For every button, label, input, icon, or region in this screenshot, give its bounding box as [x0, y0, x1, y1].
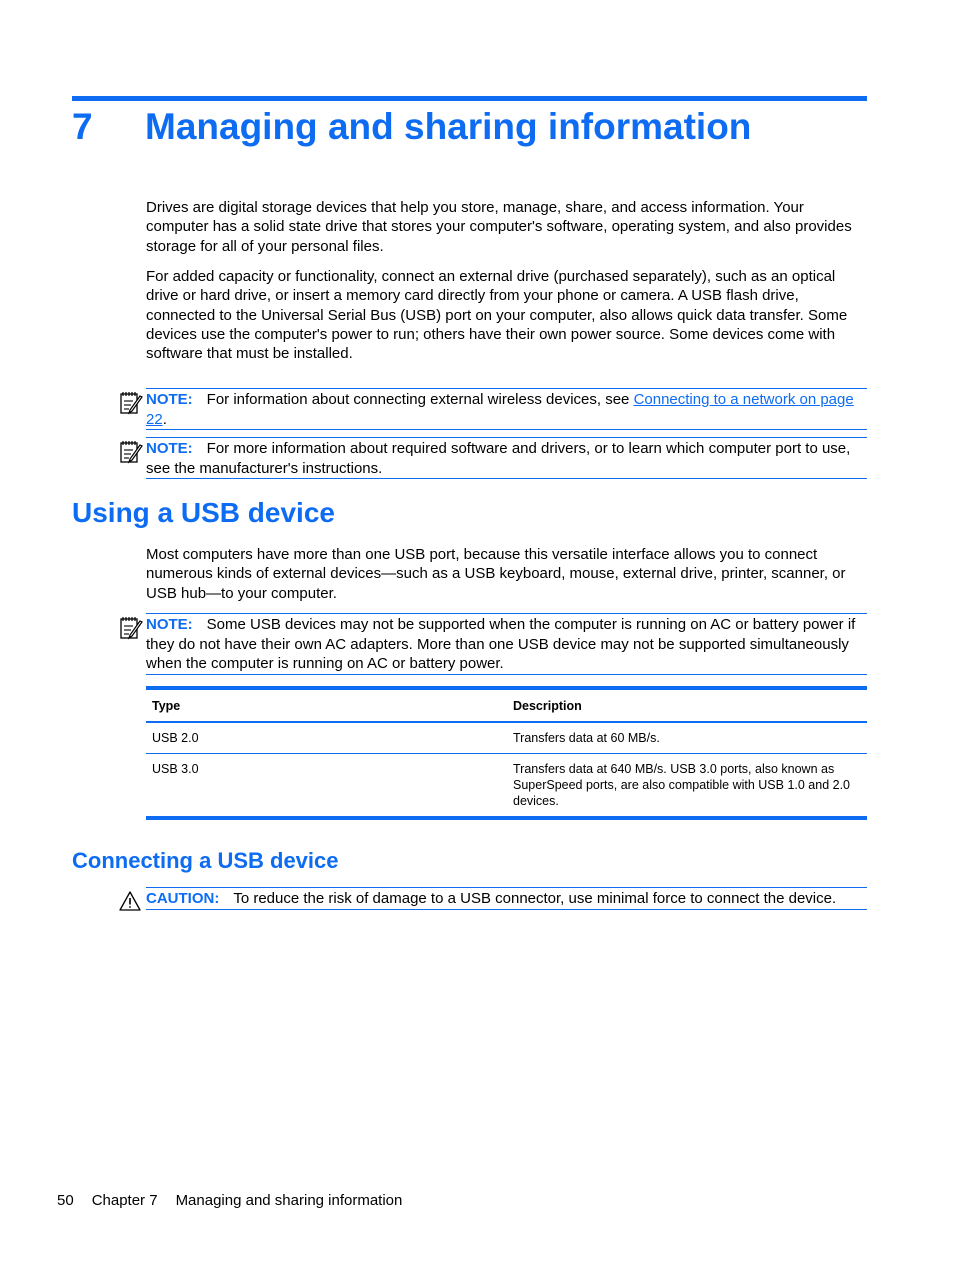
note-usb-power	[146, 613, 867, 675]
table-header-row	[146, 688, 867, 722]
chapter-number: 7	[72, 106, 93, 147]
caution-text: To reduce the risk of damage to a USB connector, use minimal force to connect the device.	[233, 890, 837, 907]
usb-table	[146, 686, 867, 820]
caution-icon	[119, 891, 141, 911]
section-heading-connecting: Connecting a USB device	[72, 848, 339, 873]
note-icon	[119, 391, 143, 415]
note-drivers	[146, 437, 867, 479]
note-label: NOTE:	[146, 391, 193, 408]
table-row	[146, 722, 867, 754]
note-label: NOTE:	[146, 616, 193, 633]
column-header-type: Type	[146, 688, 507, 722]
section-heading-usb: Using a USB device	[72, 497, 335, 528]
intro-paragraph-1: Drives are digital storage devices that help you store, manage, share, and access information. Your computer has a solid state drive that stores your computer's software, operating system, and also provides storage for all of your personal files.	[146, 199, 852, 255]
note-wireless	[146, 388, 867, 430]
footer-chapter-label: Chapter 7	[91, 1192, 158, 1209]
table-cell-description: Transfers data at 640 MB/s. USB 3.0 ports, also known as SuperSpeed ports, are also compatible with USB 1.0 and 2.0 devices.	[513, 762, 851, 808]
note-icon	[119, 616, 143, 640]
caution-usb-connector	[146, 887, 867, 910]
intro-paragraph-2: For added capacity or functionality, connect an external drive (purchased separately), such as an optical drive or hard drive, or insert a memory card directly from your phone or camera. A USB flash drive, connected to the Universal Serial Bus (USB) port on your computer, also allows quick data transfer. Some devices use the computer's power to run; others have their own power source. Some devices come with software that must be installed.	[146, 268, 848, 363]
note-icon	[119, 440, 143, 464]
chapter-rule	[72, 96, 867, 101]
note-text: For more information about required software and drivers, or to learn which computer port to use, see the manufacturer's instructions.	[146, 440, 851, 477]
note-text-end: .	[162, 410, 167, 428]
note-label: NOTE:	[146, 440, 193, 457]
table-row	[146, 754, 867, 819]
usb-paragraph: Most computers have more than one USB port, because this versatile interface allows you to connect numerous kinds of external devices—such as a USB keyboard, mouse, external drive, printer, scanner, or USB hub—to your computer.	[146, 546, 846, 602]
note-text: Some USB devices may not be supported when the computer is running on AC or battery power if they do not have their own AC adapters. More than one USB device may not be supported simultaneously when the computer is running on AC or battery power.	[146, 616, 856, 672]
page-number: 50	[57, 1192, 74, 1209]
footer-chapter-title: Managing and sharing information	[175, 1192, 403, 1209]
chapter-title: Managing and sharing information	[145, 106, 752, 147]
table-cell-description: Transfers data at 60 MB/s.	[507, 722, 867, 754]
table-cell-type: USB 2.0	[146, 722, 507, 754]
caution-label: CAUTION:	[146, 890, 220, 907]
note-text: For information about connecting external wireless devices, see	[206, 391, 634, 408]
column-header-description: Description	[507, 688, 867, 722]
table-cell-type: USB 3.0	[152, 762, 199, 776]
page-footer	[57, 1192, 420, 1209]
network-page-link[interactable]: Connecting to a network on page 22	[146, 391, 854, 428]
